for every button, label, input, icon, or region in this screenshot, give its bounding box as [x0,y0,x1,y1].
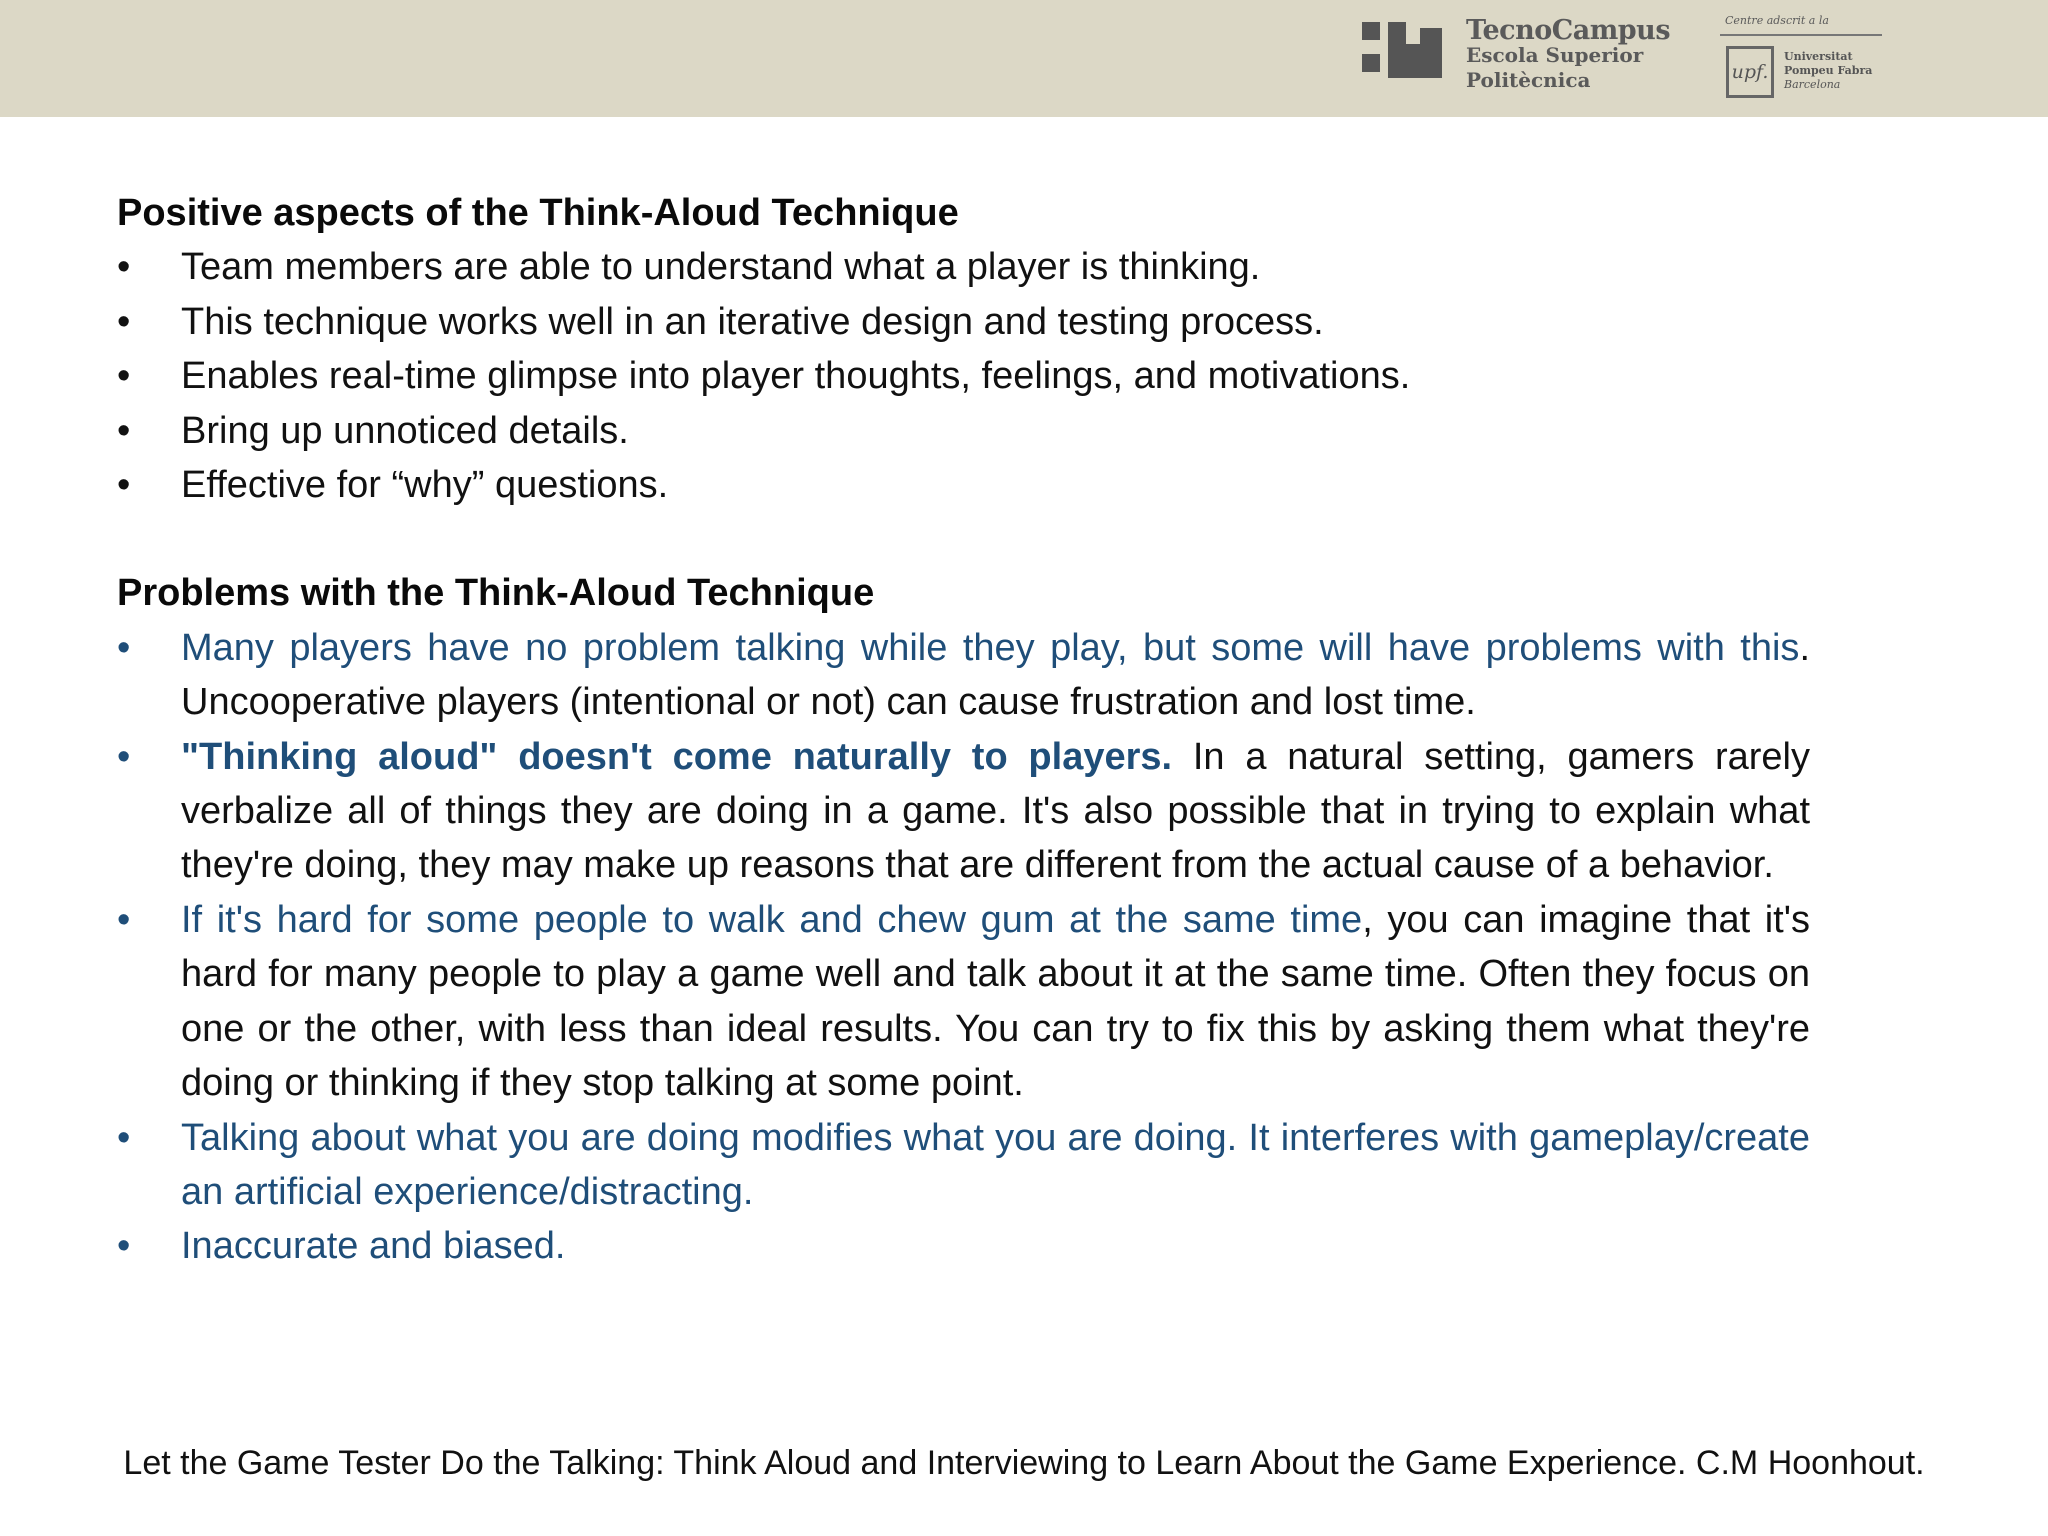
list-item: • Effective for “why” questions. [117,458,1810,512]
tecnocampus-title: TecnoCampus [1466,15,1671,46]
tecnocampus-line1: Escola Superior [1466,43,1644,67]
upf-line1: Universitat [1784,50,1853,63]
upf-caption: Centre adscrit a la [1725,14,1829,27]
item-highlight: Talking about what you are doing modifies what you are doing. It interferes with gameplay/create an artificial experience/distracting. [181,1116,1810,1213]
list-item [117,621,1810,730]
item-highlight: If it's hard for some people to walk and chew gum at the same time [181,898,1363,941]
list-item: • Bring up unnoticed details. [117,404,1810,458]
list-item [117,1111,1810,1220]
upf-mark: upf. [1726,46,1774,98]
header-bar [0,0,2048,117]
item-highlight: Many players have no problem talking while they play, but some will have problems with this [181,626,1800,669]
item-highlight: "Thinking aloud" doesn't come naturally to players. [181,735,1173,778]
tecnocampus-line2: Politècnica [1466,68,1591,92]
tecnocampus-mark-icon [1362,22,1442,80]
upf-logo [1720,14,1882,104]
item-highlight: Inaccurate and biased. [181,1225,566,1268]
slide-content [117,186,1810,1274]
positive-list [117,240,1810,512]
list-item: • Enables real-time glimpse into player thoughts, feelings, and motivations. [117,349,1810,403]
section-spacer [117,512,1810,566]
upf-line3: Barcelona [1784,78,1841,91]
item-text: . Uncooperative players (intentional or not) can cause frustration and lost time. [181,626,1810,724]
positive-section-title: Positive aspects of the Think-Aloud Technique [117,192,959,234]
list-item [117,893,1810,1111]
tecnocampus-logo [1362,15,1671,108]
list-item [117,730,1810,893]
citation-footer: Let the Game Tester Do the Talking: Think Aloud and Interviewing to Learn About the Game Experience. C.M Hoonhout. [123,1444,1925,1482]
problems-section-title: Problems with the Think-Aloud Technique [117,572,875,615]
problems-list [117,621,1810,1274]
upf-divider [1720,34,1882,36]
list-item: • This technique works well in an iterative design and testing process. [117,295,1810,349]
item-text: , you can imagine that it's hard for many people to play a game well and talk about it at the same time. Often they focus on one or the other, with less than ideal results. You can try to fix this by asking them what they're doing or thinking if they stop talking at some point. [181,898,1810,1105]
item-text: In a natural setting, gamers rarely verbalize all of things they are doing in a game. It's also possible that in trying to explain what they're doing, they may make up reasons that are different from the actual cause of a behavior. [181,735,1811,887]
list-item: • Team members are able to understand what a player is thinking. [117,240,1810,294]
upf-name [1784,50,1872,92]
upf-line2: Pompeu Fabra [1784,64,1873,77]
list-item [117,1219,1810,1273]
